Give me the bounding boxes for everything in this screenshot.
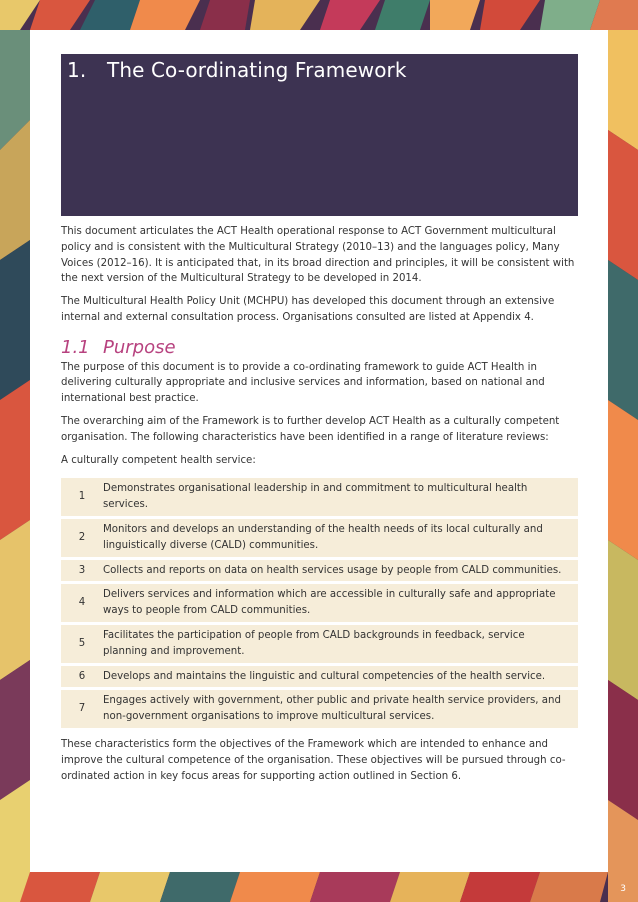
table-row xyxy=(61,519,578,557)
intro-paragraph-1: This document articulates the ACT Health operational response to ACT Government multicultural policy and is consistent with the Multicultural Strategy (2010–13) and the languages policy, Many Voices (2012–16). It is anticipated that, in its broad direction and principles, it will be consistent with the next version of the Multicultural Strategy to be developed in 2014. xyxy=(61,226,575,285)
subsection-title: Purpose xyxy=(103,336,176,358)
row-number: 2 xyxy=(61,519,103,557)
row-text: Engages actively with government, other public and private health service providers, and non-government organisations to improve multicultural services. xyxy=(103,690,578,728)
row-text: Monitors and develops an understanding of the health needs of its local culturally and linguistically diverse (CALD) communities. xyxy=(103,519,578,557)
subsection-heading xyxy=(61,336,578,358)
closing-paragraph: These characteristics form the objectives of the Framework which are intended to enhance and improve the cultural competence of the organisation. These objectives will be pursued through co-ordinated action in key focus areas for supporting action outlined in Section 6. xyxy=(61,738,566,782)
purpose-paragraph-1: The purpose of this document is to provide a co-ordinating framework to guide ACT Health in delivering culturally appropriate and inclusive services and information, based on national and international best practice. xyxy=(61,361,545,405)
row-text: Develops and maintains the linguistic and cultural competencies of the health service. xyxy=(103,666,578,688)
table-row xyxy=(61,690,578,728)
row-text: Delivers services and information which are accessible in culturally safe and appropriate ways to people from CALD communities. xyxy=(103,584,578,622)
row-number: 6 xyxy=(61,666,103,688)
row-number: 5 xyxy=(61,625,103,663)
section-number: 1. xyxy=(67,58,87,82)
row-text: Facilitates the participation of people from CALD backgrounds in feedback, service planning and improvement. xyxy=(103,625,578,663)
row-number: 4 xyxy=(61,584,103,622)
table-row xyxy=(61,584,578,622)
purpose-paragraph-3: A culturally competent health service: xyxy=(61,454,256,466)
table-row xyxy=(61,666,578,688)
table-row xyxy=(61,478,578,516)
intro-paragraph-2: The Multicultural Health Policy Unit (MCHPU) has developed this document through an extensive internal and external consultation process. Organisations consulted are listed at Appendix 4. xyxy=(61,296,555,323)
row-number: 3 xyxy=(61,560,103,582)
section-title-text: The Co-ordinating Framework xyxy=(107,58,407,82)
subsection-number: 1.1 xyxy=(61,336,90,358)
row-text: Collects and reports on data on health services usage by people from CALD communities. xyxy=(103,560,578,582)
characteristics-table xyxy=(61,475,578,731)
section-title xyxy=(67,58,407,82)
body-content xyxy=(61,224,578,791)
document-page xyxy=(30,30,608,872)
purpose-paragraph-2: The overarching aim of the Framework is to further develop ACT Health as a culturally competent organisation. The following characteristics have been identified in a range of literature reviews: xyxy=(61,415,560,443)
row-text: Demonstrates organisational leadership in and commitment to multicultural health services. xyxy=(103,478,578,516)
page-number: 3 xyxy=(620,884,626,894)
table-row xyxy=(61,560,578,582)
section-banner xyxy=(61,54,578,216)
row-number: 1 xyxy=(61,478,103,516)
table-row xyxy=(61,625,578,663)
row-number: 7 xyxy=(61,690,103,728)
